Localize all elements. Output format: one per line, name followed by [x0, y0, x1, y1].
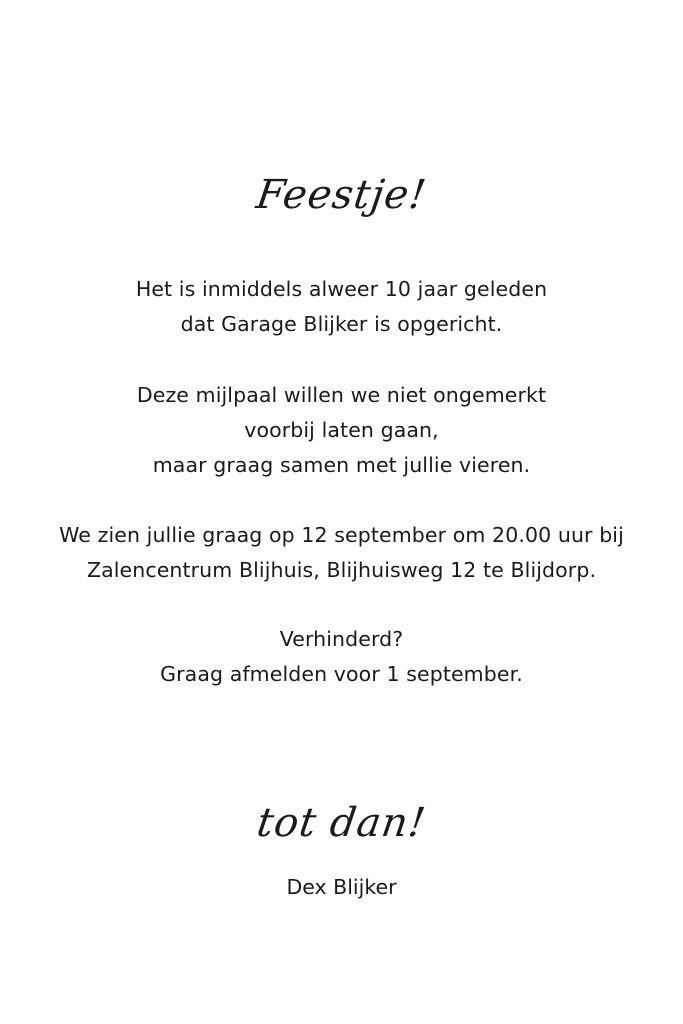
- closing-script: tot dan!: [254, 800, 429, 846]
- text-line: Deze mijlpaal willen we niet ongemerkt: [136, 383, 547, 407]
- heading-script: Feestje!: [253, 172, 430, 218]
- text-line: Verhinderd?: [279, 627, 404, 651]
- text-line: Graag afmelden voor 1 september.: [160, 662, 523, 686]
- text-line: voorbij laten gaan,: [244, 418, 439, 442]
- text-line: dat Garage Blijker is opgericht.: [180, 312, 503, 336]
- paragraph-event-details: [0, 518, 683, 588]
- paragraph-milestone: [0, 378, 683, 483]
- text-line: We zien jullie graag op 12 september om 20.00 uur bij: [59, 523, 624, 547]
- text-line: maar graag samen met jullie vieren.: [152, 453, 531, 477]
- text-line: Het is inmiddels alweer 10 jaar geleden: [135, 277, 548, 301]
- text-line: Zalencentrum Blijhuis, Blijhuisweg 12 te Blijdorp.: [86, 558, 597, 582]
- signature-name: Dex Blijker: [286, 875, 397, 899]
- paragraph-anniversary: [0, 272, 683, 342]
- paragraph-rsvp: [0, 622, 683, 692]
